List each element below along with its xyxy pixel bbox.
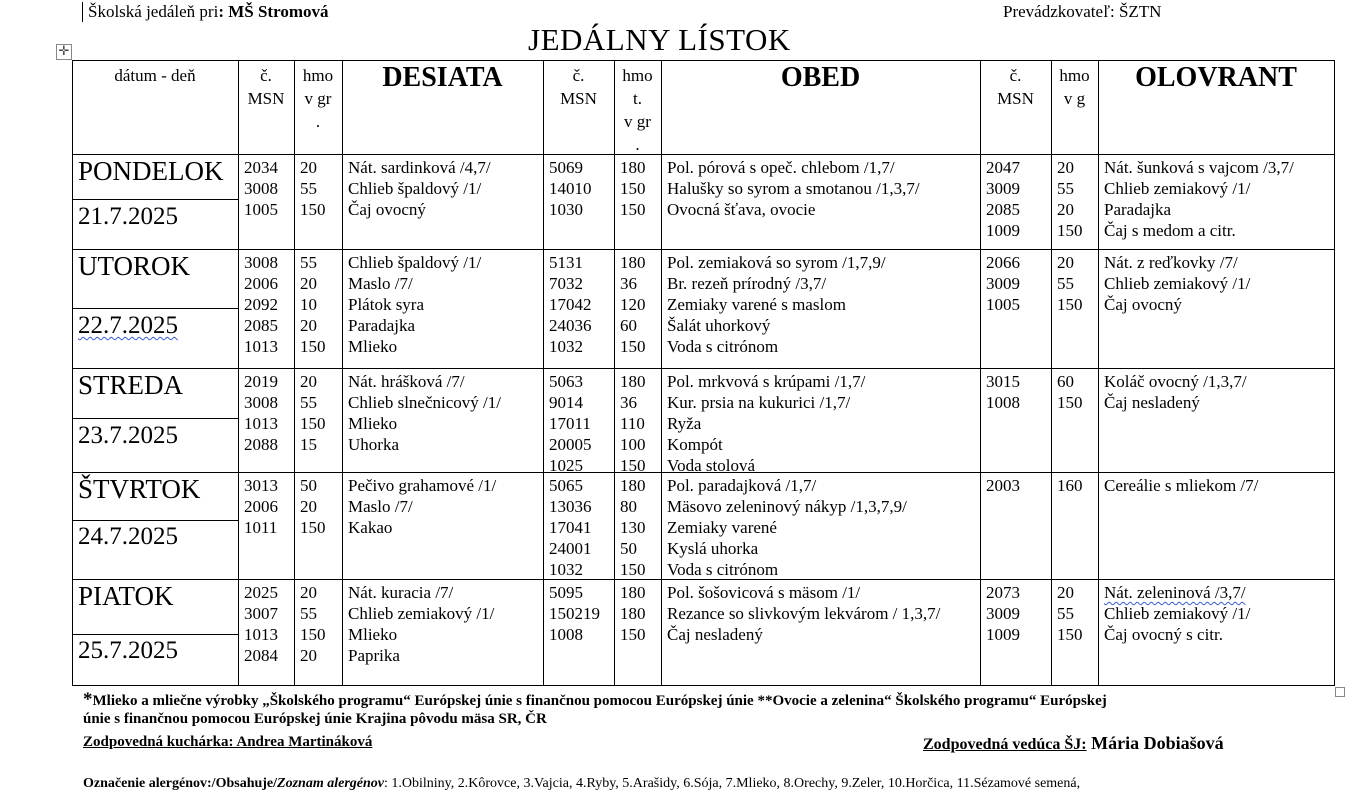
header-snack: DESIATA	[382, 62, 503, 93]
day-name: STREDA	[78, 370, 184, 400]
snack-weight-list: 20 55 150 15	[300, 372, 326, 454]
date-separator	[72, 634, 238, 635]
table-move-handle-icon[interactable]: ✛	[56, 44, 72, 60]
lunch-items: Pol. paradajková /1,7/ Mäsovo zeleninový nákyp /1,3,7,9/ Zemiaky varené Kyslá uhorka Voda s citrónom	[667, 476, 907, 579]
header-lunch: OBED	[780, 62, 861, 93]
allergen-legend: Označenie alergénov:/Obsahuje/Zoznam alergénov: 1.Obilniny, 2.Kôrovce, 3.Vajcia, 4.Ryby, 5.Arašidy, 6.Sója, 7.Mlieko, 8.Orechy, 9.Zeler, 10.Horčica, 11.Sézamové semená,	[83, 776, 1081, 791]
header-cursor-bar	[82, 2, 83, 22]
snack-items: Nát. hrášková /7/ Chlieb slnečnicový /1/ Mlieko Uhorka	[348, 372, 501, 454]
school-name: Školská jedáleň pri: MŠ Stromová	[88, 2, 329, 21]
lunch-items: Pol. šošovicová s mäsom /1/ Rezance so slivkovým lekvárom / 1,3,7/ Čaj nesladený	[667, 583, 941, 644]
header-afternoon: OLOVRANT	[1135, 62, 1297, 93]
afternoon-weight-list: 20 55 150	[1057, 583, 1083, 644]
afternoon-msn-list: 2003	[986, 476, 1020, 495]
header-date-day: dátum - deň	[114, 66, 196, 85]
footer-note-line1: *Mlieko a mliečne výrobky „Školského programu“ Európskej únie s finančnou pomocou Európskej únie **Ovocie a zelenina“ Školského programu“ Európskej	[83, 689, 1107, 710]
lunch-msn-list: 5065 13036 17041 24001 1032	[549, 476, 592, 579]
header-msn-3: č. MSN	[997, 66, 1034, 108]
grid-hline	[72, 368, 1335, 369]
afternoon-weight-list: 20 55 20 150	[1057, 158, 1083, 240]
responsible-manager: Zodpovedná vedúca ŠJ: Mária Dobiašová	[923, 733, 1224, 753]
lunch-weight-list: 180 36 120 60 150	[620, 253, 646, 356]
afternoon-items: Cereálie s mliekom /7/	[1104, 476, 1259, 495]
afternoon-msn-list: 2047 3009 2085 1009	[986, 158, 1020, 240]
afternoon-items: Nát. z reďkovky /7/ Chlieb zemiakový /1/ Čaj ovocný	[1104, 253, 1251, 314]
afternoon-msn-list: 2066 3009 1005	[986, 253, 1020, 314]
afternoon-weight-list: 60 150	[1057, 372, 1083, 412]
header-msn-2: č. MSN	[560, 66, 597, 108]
lunch-msn-list: 5131 7032 17042 24036 1032	[549, 253, 592, 356]
snack-msn-list: 2034 3008 1005	[244, 158, 278, 219]
day-date: 23.7.2025	[78, 422, 178, 449]
day-name: PONDELOK	[78, 156, 224, 186]
header-msn-1: č. MSN	[247, 66, 285, 108]
menu-table	[72, 60, 1335, 686]
grid-hline	[72, 154, 1335, 155]
day-name: PIATOK	[78, 581, 174, 611]
responsible-cook: Zodpovedná kuchárka: Andrea Martináková	[83, 734, 373, 750]
snack-msn-list: 3013 2006 1011	[244, 476, 278, 537]
day-name: UTOROK	[78, 251, 191, 281]
afternoon-items: Nát. šunková s vajcom /3,7/ Chlieb zemiakový /1/ Paradajka Čaj s medom a citr.	[1104, 158, 1294, 240]
day-date: 21.7.2025	[78, 203, 178, 230]
date-separator	[72, 418, 238, 419]
grid-hline	[72, 60, 1335, 61]
snack-items: Chlieb špaldový /1/ Maslo /7/ Plátok syra Paradajka Mlieko	[348, 253, 482, 356]
grid-hline	[72, 249, 1335, 250]
afternoon-msn-list: 3015 1008	[986, 372, 1020, 412]
snack-weight-list: 50 20 150	[300, 476, 326, 537]
footer-note-line2: únie s finančnou pomocou Európskej únie Krajina pôvodu mäsa SR, ČR	[83, 711, 547, 727]
snack-msn-list: 2025 3007 1013 2084	[244, 583, 278, 665]
lunch-weight-list: 180 180 150	[620, 583, 646, 644]
grid-hline	[72, 685, 1335, 686]
day-name: ŠTVRTOK	[78, 474, 201, 504]
lunch-items: Pol. mrkvová s krúpami /1,7/ Kur. prsia na kukurici /1,7/ Ryža Kompót Voda stolová	[667, 372, 866, 475]
date-separator	[72, 199, 238, 200]
afternoon-msn-list: 2073 3009 1009	[986, 583, 1020, 644]
afternoon-weight-list: 160	[1057, 476, 1083, 495]
snack-items: Nát. sardinková /4,7/ Chlieb špaldový /1/ Čaj ovocný	[348, 158, 491, 219]
lunch-msn-list: 5069 14010 1030	[549, 158, 592, 219]
snack-weight-list: 20 55 150 20	[300, 583, 326, 665]
table-resize-handle[interactable]	[1335, 687, 1345, 697]
afternoon-items: Koláč ovocný /1,3,7/ Čaj nesladený	[1104, 372, 1247, 412]
page-title: JEDÁLNY LÍSTOK	[528, 22, 791, 57]
lunch-weight-list: 180 80 130 50 150	[620, 476, 646, 579]
lunch-items: Pol. zemiaková so syrom /1,7,9/ Br. rezeň prírodný /3,7/ Zemiaky varené s maslom Šalát uhorkový Voda s citrónom	[667, 253, 886, 356]
snack-msn-list: 2019 3008 1013 2088	[244, 372, 278, 454]
lunch-weight-list: 180 150 150	[620, 158, 646, 219]
date-separator	[72, 520, 238, 521]
header-weight-3: hmo v g	[1059, 66, 1090, 108]
date-separator	[72, 308, 238, 309]
operator: Prevádzkovateľ: ŠZTN	[1003, 2, 1162, 21]
header-weight-2: hmo t. v gr .	[622, 66, 653, 154]
day-date: 25.7.2025	[78, 637, 178, 664]
lunch-msn-list: 5063 9014 17011 20005 1025	[549, 372, 592, 475]
lunch-msn-list: 5095 150219 1008	[549, 583, 600, 644]
lunch-weight-list: 180 36 110 100 150	[620, 372, 646, 475]
snack-weight-list: 55 20 10 20 150	[300, 253, 326, 356]
lunch-items: Pol. pórová s opeč. chlebom /1,7/ Halušky so syrom a smotanou /1,3,7/ Ovocná šťava, ovocie	[667, 158, 920, 219]
snack-items: Pečivo grahamové /1/ Maslo /7/ Kakao	[348, 476, 497, 537]
snack-items: Nát. kuracia /7/ Chlieb zemiakový /1/ Mlieko Paprika	[348, 583, 495, 665]
afternoon-weight-list: 20 55 150	[1057, 253, 1083, 314]
header-weight-1: hmo v gr .	[302, 66, 334, 131]
afternoon-items: Nát. zeleninová /3,7/ Chlieb zemiakový /1/ Čaj ovocný s citr.	[1104, 583, 1251, 644]
day-date: 22.7.2025	[78, 312, 178, 339]
snack-weight-list: 20 55 150	[300, 158, 326, 219]
day-date: 24.7.2025	[78, 523, 178, 550]
snack-msn-list: 3008 2006 2092 2085 1013	[244, 253, 278, 356]
